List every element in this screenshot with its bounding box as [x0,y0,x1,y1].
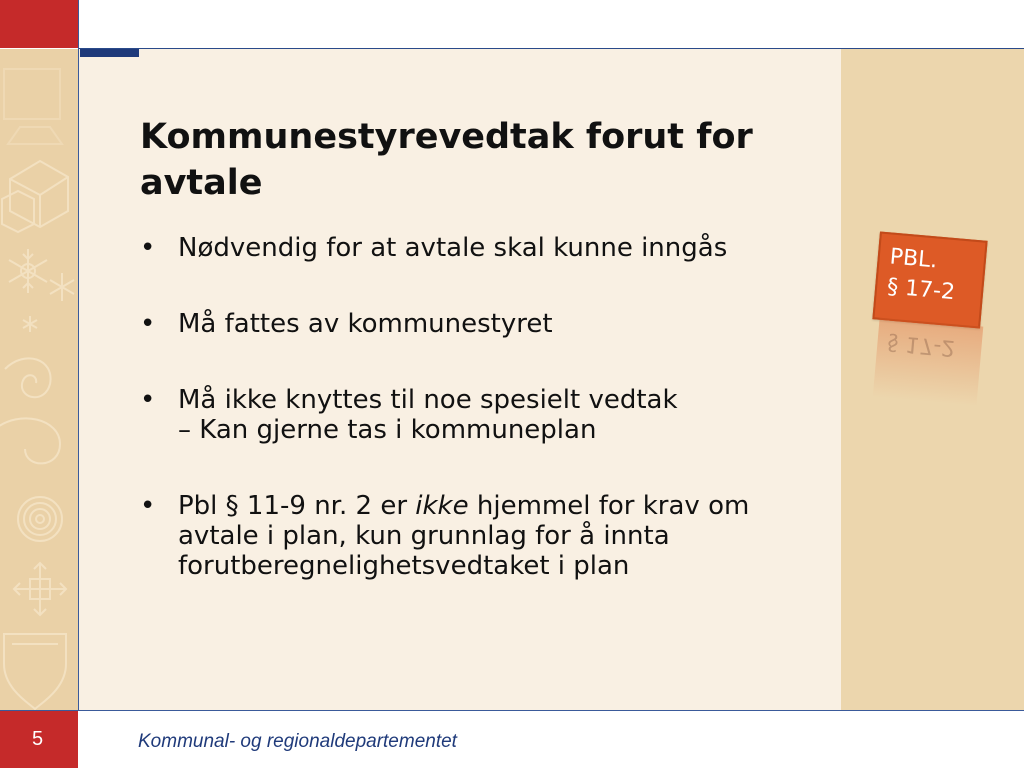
bullet-text: Må ikke knyttes til noe spesielt vedtak [178,385,678,415]
bullet-list [140,233,820,627]
bullet-marker: • [140,491,156,521]
bullet-text: Må fattes av kommunestyret [178,309,553,339]
page-number: 5 [32,728,44,750]
corner-red-block [0,0,78,48]
bullet-emphasis: ikke [415,491,469,521]
bullet-subtext: – Kan gjerne tas i kommuneplan [178,415,597,445]
tag-label [886,242,959,308]
tag-reflection-text [886,326,956,362]
tag-line-1: PBL. [888,244,939,274]
tag-reflection [873,318,984,407]
left-decorative-column [0,49,78,710]
slide-title: Kommunestyrevedtak forut for avtale [140,117,753,203]
bullet-text-end: hjemmel for krav om avtale i plan, kun grunnlag for å innta forutberegnelighetsvedtaket i plan [178,491,750,581]
bullet-item [140,309,820,339]
tag-line-2: § 17-2 [886,274,957,306]
tag-reflection-line: § 17-2 [886,329,957,361]
bullet-item [140,385,820,445]
bullet-text: Nødvendig for at avtale skal kunne inngås [178,233,728,263]
bullet-marker: • [140,233,156,263]
bullet-item [140,233,820,263]
accent-bar [80,49,139,57]
ornament-pattern-icon [0,49,78,710]
top-strip [0,0,1024,48]
bullet-item [140,491,820,581]
department-name: Kommunal- og regionaldepartementet [138,731,457,752]
bullet-text-start: Pbl § 11-9 nr. 2 er [178,491,416,521]
pbl-reference-tag [872,231,987,328]
bullet-marker: • [140,309,156,339]
bullet-marker: • [140,385,156,415]
